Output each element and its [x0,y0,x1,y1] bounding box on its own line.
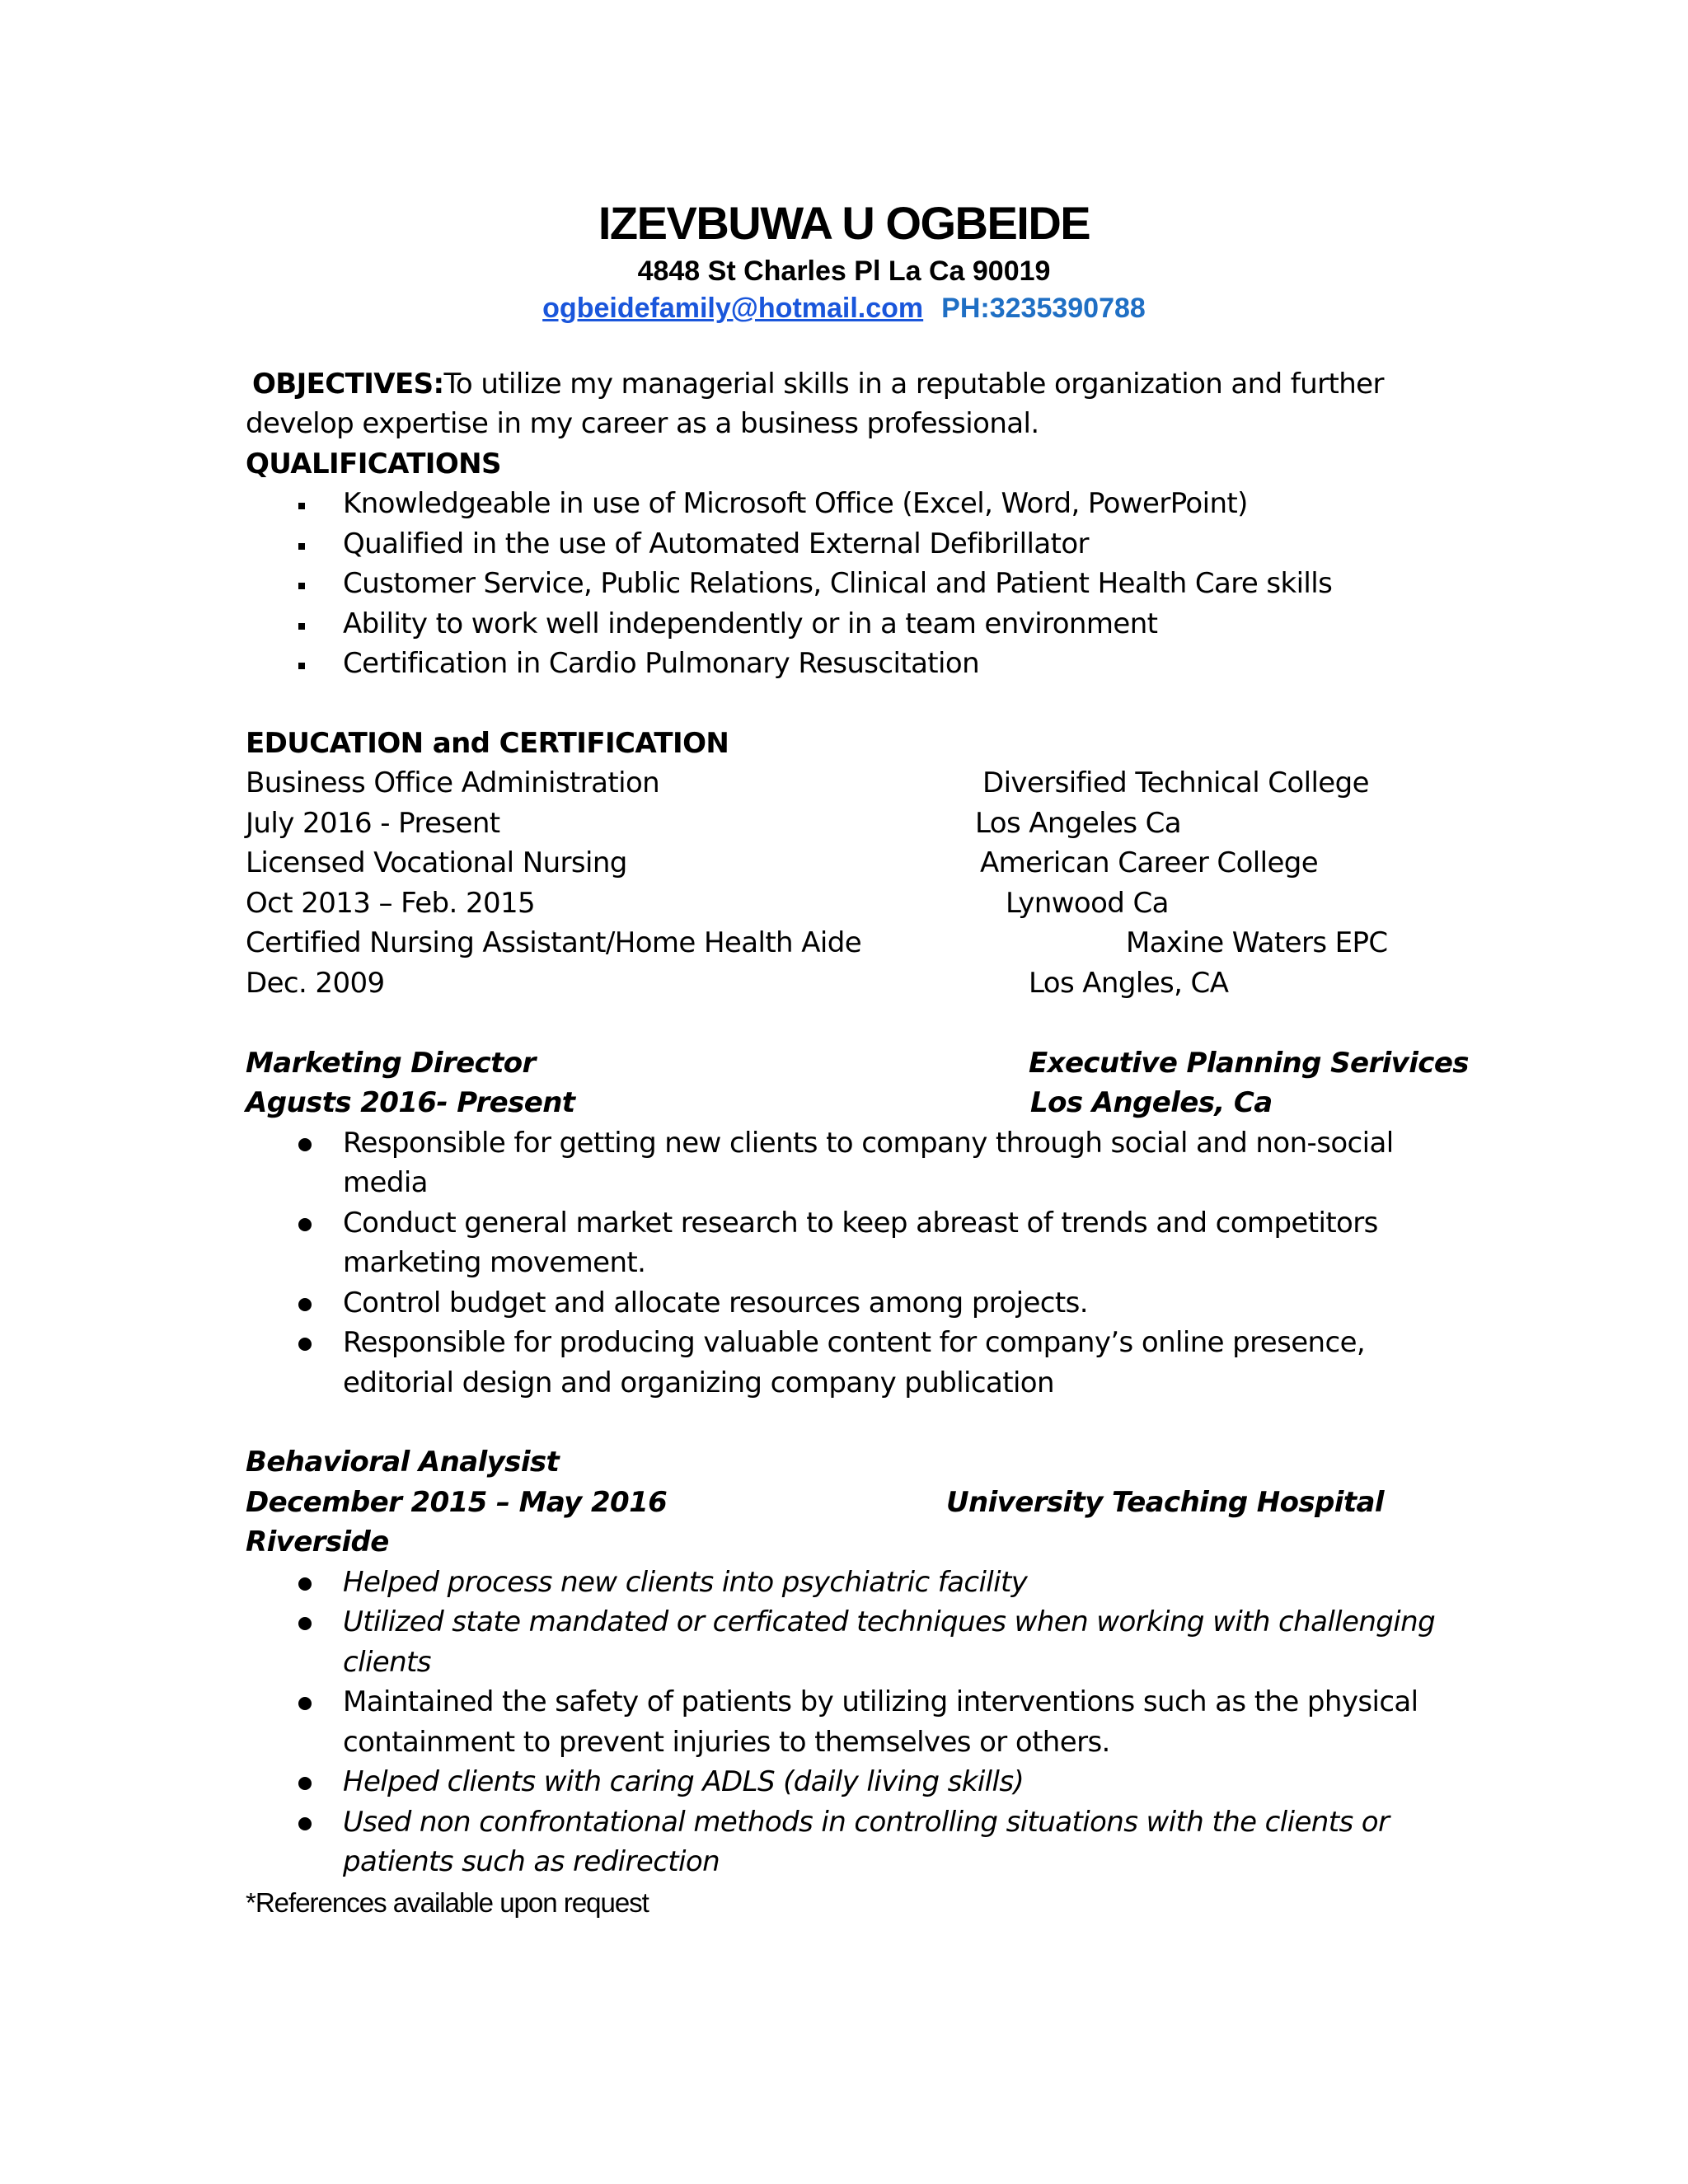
education-school: American Career College [980,846,1319,879]
job-bullet-line: Conduct general market research to keep abreast of trends and competitors [343,1207,1378,1240]
job-title: Behavioral Analysist [246,1446,560,1479]
job-bullet-line: containment to prevent injuries to themselves or others. [343,1726,1110,1759]
objectives-line-1 [252,368,1384,401]
qualification-item: Customer Service, Public Relations, Clinical and Patient Health Care skills [343,567,1333,600]
round-bullet-icon [298,1697,312,1710]
job-dates: Agusts 2016- Present [246,1086,575,1119]
round-bullet-icon [298,1617,312,1630]
objectives-label: OBJECTIVES: [252,368,444,401]
round-bullet-icon [298,1777,312,1790]
job-bullet-line: Responsible for getting new clients to company through social and non-social [343,1127,1394,1160]
qualification-item: Ability to work well independently or in a team environment [343,607,1158,640]
qualification-item: Knowledgeable in use of Microsoft Office (Excel, Word, PowerPoint) [343,487,1248,520]
round-bullet-icon [298,1218,312,1231]
square-bullet-icon [298,583,305,589]
education-school: Diversified Technical College [982,766,1369,799]
education-dates: July 2016 - Present [246,807,500,840]
job-title: Marketing Director [246,1047,536,1080]
education-dates: Dec. 2009 [246,967,385,1000]
qualification-item: Certification in Cardio Pulmonary Resuscitation [343,647,980,680]
education-program: Business Office Administration [246,766,660,799]
applicant-address: 4848 St Charles Pl La Ca 90019 [637,255,1051,287]
round-bullet-icon [298,1817,312,1830]
education-dates: Oct 2013 – Feb. 2015 [246,887,536,920]
job-location: Los Angeles, Ca [1030,1086,1273,1119]
education-location: Lynwood Ca [1006,887,1169,920]
applicant-name: IZEVBUWA U OGBEIDE [598,197,1090,249]
job-bullet-line: Responsible for producing valuable content for company’s online presence, [343,1326,1366,1359]
job-bullet-line: Helped process new clients into psychiatric facility [343,1566,1028,1599]
job-bullet-line: marketing movement. [343,1246,646,1279]
job-bullet-line: Utilized state mandated or cerficated techniques when working with challenging [343,1605,1436,1638]
contact-line [0,293,1688,325]
square-bullet-icon [298,503,305,509]
objectives-text-2: develop expertise in my career as a business professional. [246,407,1039,440]
objectives-text-1: To utilize my managerial skills in a reputable organization and further [443,368,1384,401]
square-bullet-icon [298,623,305,630]
education-location: Los Angeles Ca [975,807,1182,840]
qualification-item: Qualified in the use of Automated External Defibrillator [343,527,1089,560]
job-dates: December 2015 – May 2016 [246,1486,668,1519]
job-bullet-line: Helped clients with caring ADLS (daily living skills) [343,1765,1025,1798]
job-bullet-line: clients [343,1646,431,1679]
job-bullet-line: media [343,1166,428,1199]
job-bullet-line: patients such as redirection [343,1845,720,1878]
education-school: Maxine Waters EPC [1126,926,1388,959]
job-bullet-line: Control budget and allocate resources among projects. [343,1286,1088,1319]
job-location: Riverside [246,1526,389,1558]
references-note: *References available upon request [246,1887,649,1918]
job-company: University Teaching Hospital [946,1486,1384,1519]
email-link[interactable]: ogbeidefamily@hotmail.com [542,293,924,324]
education-location: Los Angles, CA [1029,967,1229,1000]
education-heading: EDUCATION and CERTIFICATION [246,727,729,760]
qualifications-heading: QUALIFICATIONS [246,448,501,480]
job-bullet-line: Maintained the safety of patients by utilizing interventions such as the physical [343,1685,1418,1718]
job-bullet-line: Used non confrontational methods in controlling situations with the clients or [343,1806,1390,1839]
round-bullet-icon [298,1298,312,1311]
round-bullet-icon [298,1577,312,1591]
square-bullet-icon [298,543,305,550]
round-bullet-icon [298,1138,312,1151]
round-bullet-icon [298,1338,312,1351]
job-company: Executive Planning Serivices [1029,1047,1469,1080]
square-bullet-icon [298,663,305,669]
job-bullet-line: editorial design and organizing company publication [343,1366,1054,1399]
education-program: Licensed Vocational Nursing [246,846,627,879]
phone-number: PH:3235390788 [941,293,1146,324]
education-program: Certified Nursing Assistant/Home Health Aide [246,926,862,959]
